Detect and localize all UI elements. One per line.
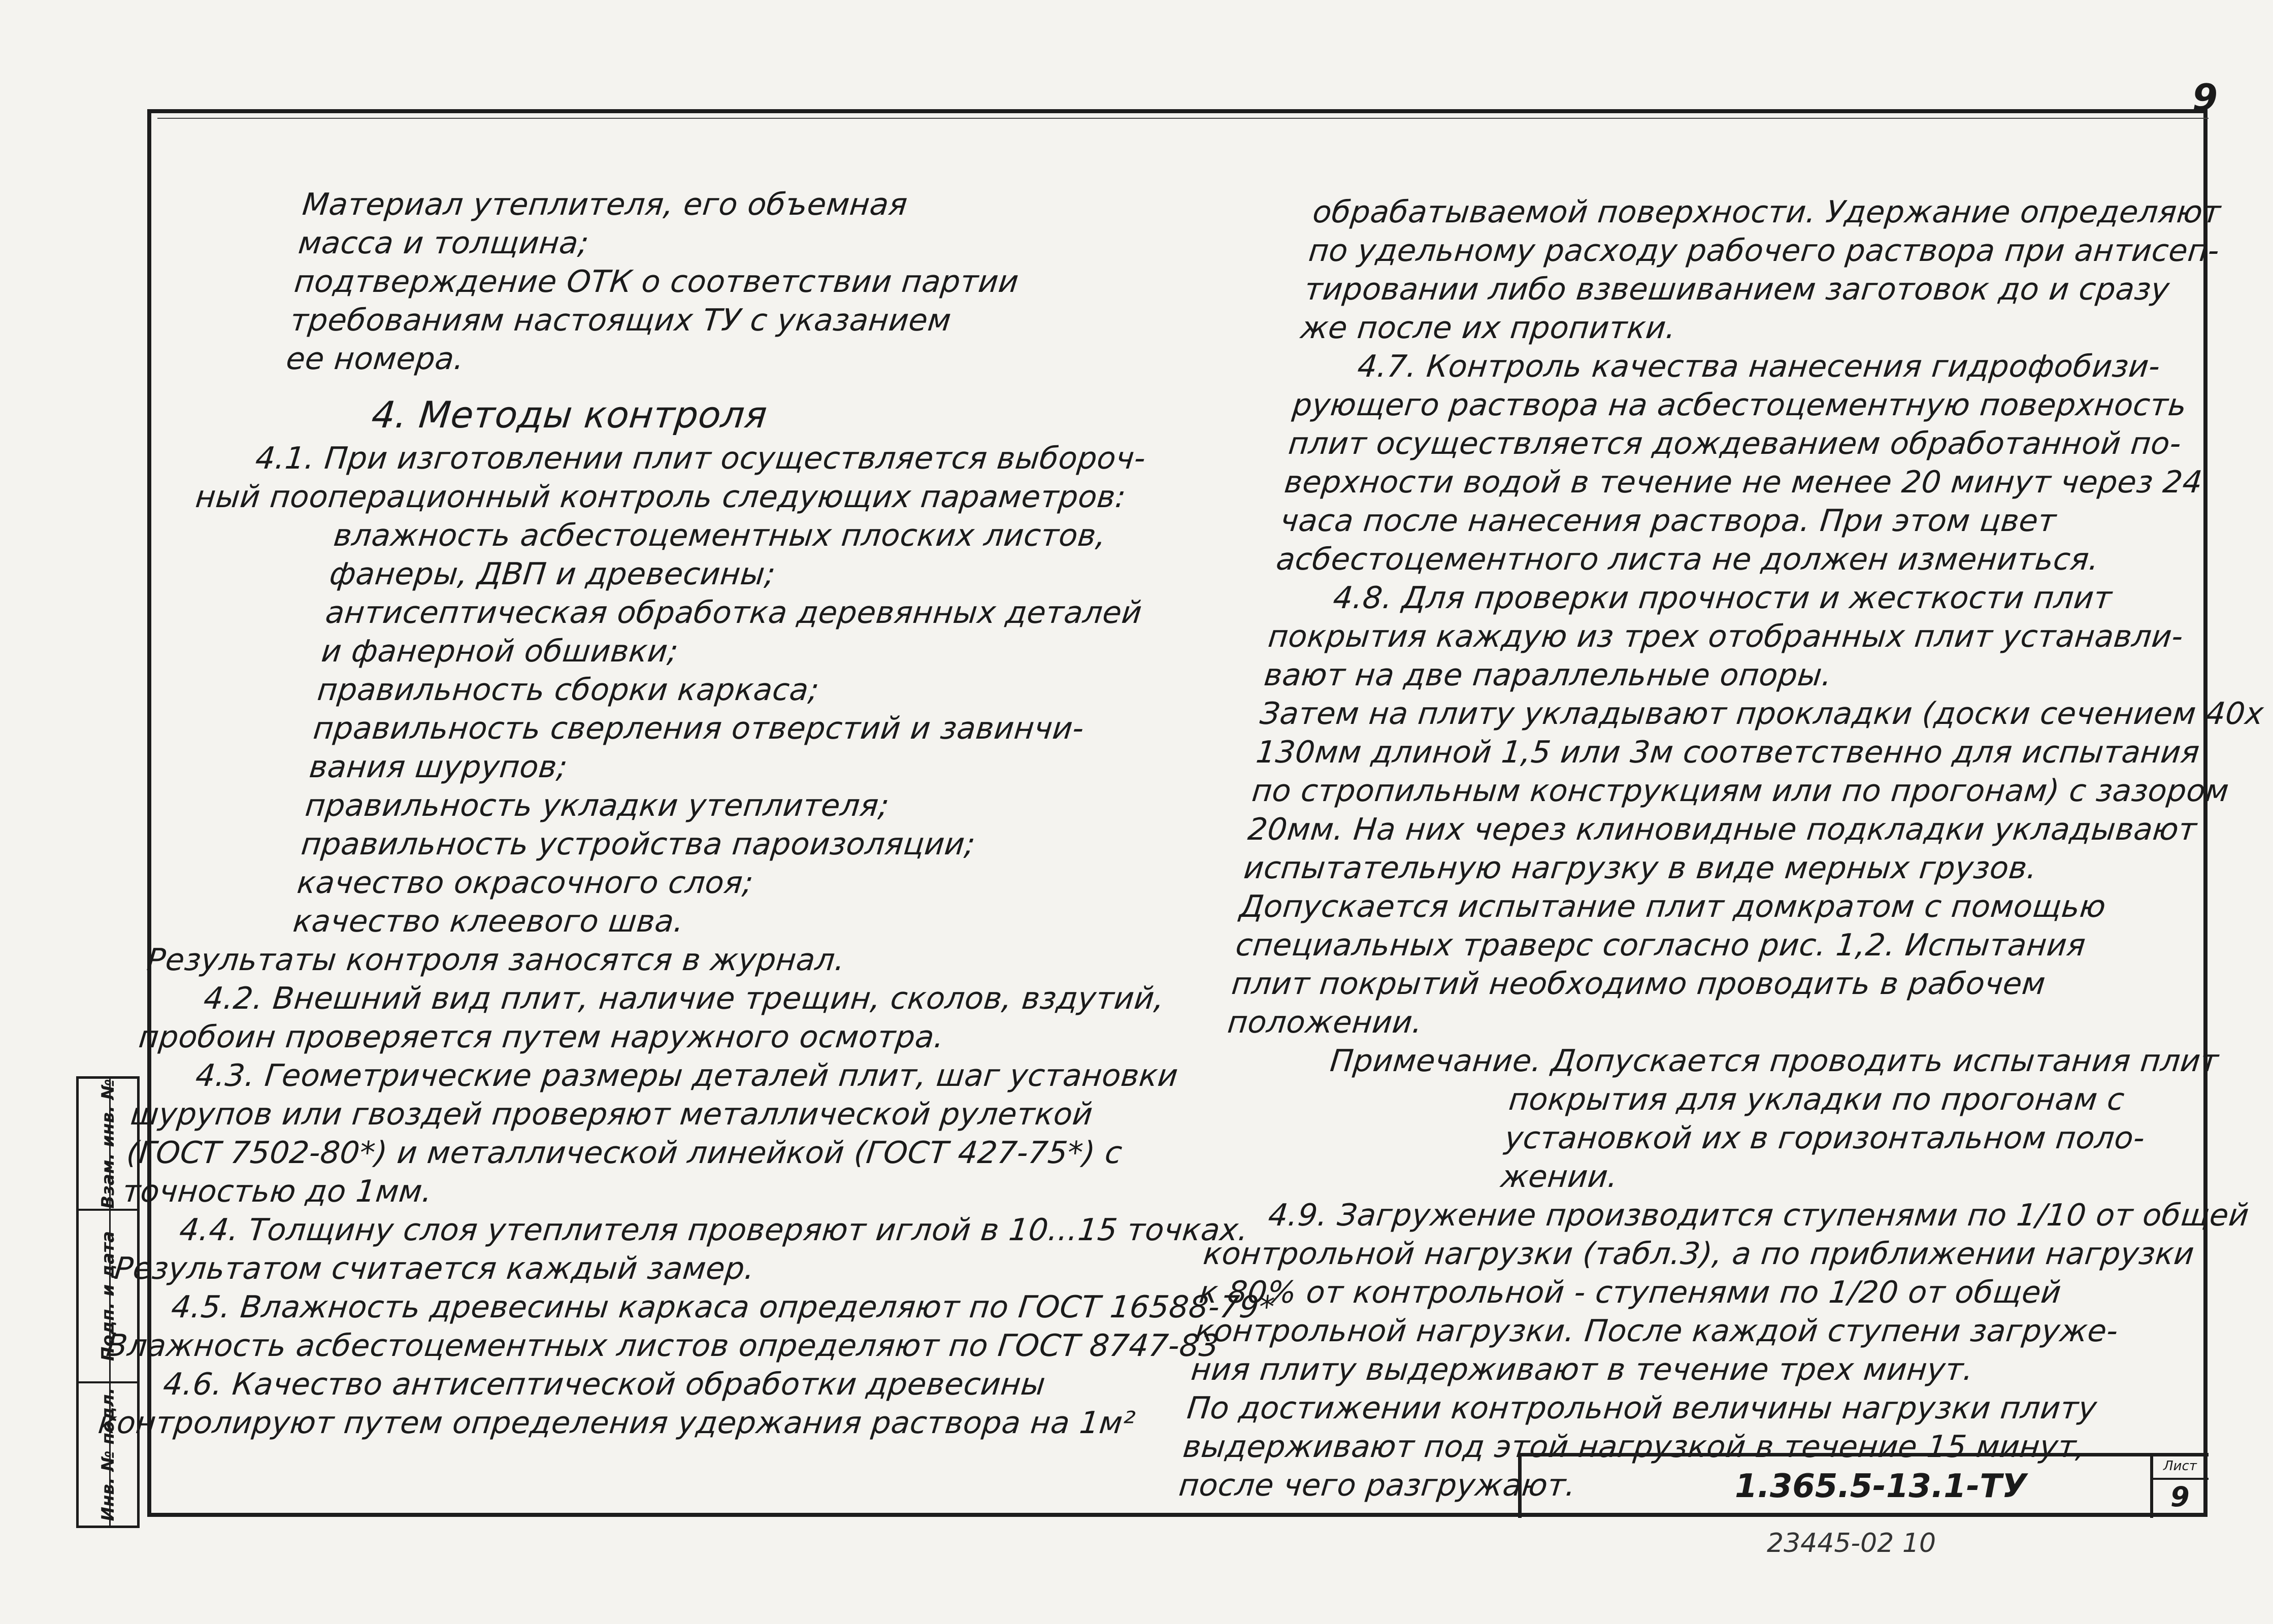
text-line: вания шурупов; <box>307 749 570 785</box>
text-line: качество окрасочного слоя; <box>295 865 755 901</box>
sheet-divider <box>2153 1478 2209 1480</box>
text-line: после чего разгружают. <box>1177 1468 1578 1503</box>
text-line: контрольной нагрузки. После каждой ступени загруже- <box>1193 1313 2120 1349</box>
text-line: вают на две параллельные опоры. <box>1262 657 1834 693</box>
text-line: правильность сверления отверстий и завинчи- <box>311 711 1086 746</box>
sidebar-stamp <box>76 1076 140 1528</box>
text-line: рующего раствора на асбестоцементную поверхность <box>1291 387 2189 423</box>
note-line: установкой их в горизонтальном поло- <box>1503 1120 2147 1156</box>
section-title: 4. Методы контроля <box>370 393 770 436</box>
text-line: специальных траверс согласно рис. 1,2. Испытания <box>1234 927 2088 963</box>
text-line: 4.3. Геометрические размеры деталей плит, шаг установки <box>193 1058 1180 1093</box>
sheet-box <box>2150 1456 2209 1518</box>
text-line: (ГОСТ 7502-80*) и металлической линейкой (ГОСТ 427-75*) с <box>124 1135 1124 1171</box>
text-line: по стропильным конструкциям или по прогонам) с зазором <box>1250 773 2231 809</box>
text-line: покрытия каждую из трех отобранных плит устанавли- <box>1266 619 2185 654</box>
text-line: Влажность асбестоцементных листов определяют по ГОСТ 8747-83 <box>105 1328 1221 1364</box>
note-line: покрытия для укладки по прогонам с <box>1507 1082 2126 1117</box>
text-line: плит покрытий необходимо проводить в рабочем <box>1230 966 2048 1002</box>
text-line: выдерживают под этой нагрузкой в течение 15 минут, <box>1181 1429 2088 1465</box>
text-line: 130мм длиной 1,5 или 3м соответственно для испытания <box>1254 735 2201 770</box>
text-line: Затем на плиту укладывают прокладки (доски сечением 40х <box>1258 696 2265 732</box>
text-line: влажность асбестоцементных плоских листов, <box>332 518 1108 553</box>
text-line: 20мм. На них через клиновидные подкладки укладывают <box>1246 812 2199 847</box>
text-line: и фанерной обшивки; <box>319 634 680 669</box>
note-line: жении. <box>1499 1159 1620 1195</box>
text-line: Материал утеплителя, его объемная <box>301 187 909 222</box>
sidebar-cell-label: Подп. и дата <box>97 1231 118 1362</box>
text-line: подтверждение ОТК о соответствии партии <box>292 264 1020 300</box>
text-line: ее номера. <box>284 341 466 377</box>
text-line: обрабатываемой поверхности. Удержание определяют <box>1311 194 2223 230</box>
text-line: ния плиту выдерживают в течение трех минут. <box>1189 1352 1975 1387</box>
text-line: пробоин проверяется путем наружного осмотра. <box>137 1019 946 1055</box>
text-line: 4.8. Для проверки прочности и жесткости плит <box>1331 580 2114 616</box>
text-line: к 80% от контрольной - ступенями по 1/20 от общей <box>1197 1275 2063 1310</box>
text-line: 4.6. Качество антисептической обработки древесины <box>161 1367 1047 1402</box>
sidebar-cell-label: Инв. № подл. <box>97 1387 118 1521</box>
text-line: 4.9. Загружение производится ступенями по 1/10 от общей <box>1266 1198 2251 1233</box>
text-line: 4.2. Внешний вид плит, наличие трещин, сколов, вздутий, <box>202 981 1166 1016</box>
right-column <box>1177 193 2265 1505</box>
text-line: тировании либо взвешиванием заготовок до и сразу <box>1303 272 2171 307</box>
sheet-number: 9 <box>2170 1481 2190 1513</box>
text-line: правильность укладки утеплителя; <box>303 788 891 823</box>
text-line: масса и толщина; <box>297 225 591 261</box>
text-line: качество клеевого шва. <box>291 904 686 939</box>
text-line: испытательную нагрузку в виде мерных грузов. <box>1242 850 2039 886</box>
left-column <box>96 185 1276 1442</box>
text-line: же после их пропитки. <box>1299 310 1678 346</box>
text-line: 4.4. Толщину слоя утеплителя проверяют иглой в 10...15 точках. <box>178 1212 1250 1248</box>
text-line: шурупов или гвоздей проверяют металлической рулеткой <box>128 1097 1095 1132</box>
text-line: асбестоцементного листа не должен измениться. <box>1274 542 2101 577</box>
text-line: положении. <box>1226 1005 1425 1040</box>
text-line: 4.5. Влажность древесины каркаса определяют по ГОСТ 16588-79* <box>170 1289 1276 1325</box>
text-line: по удельному расходу рабочего раствора при антисеп- <box>1307 233 2221 269</box>
text-line: антисептическая обработка деревянных деталей <box>323 595 1144 631</box>
text-line: плит осуществляется дождеванием обработанной по- <box>1287 426 2183 461</box>
text-line: точностью до 1мм. <box>121 1174 434 1209</box>
text-line: часа после нанесения раствора. При этом цвет <box>1278 503 2058 539</box>
sidebar-cell-label: Взам. инв. № <box>97 1079 118 1209</box>
text-line: Результаты контроля заносятся в журнал. <box>145 942 847 978</box>
text-line: верхности водой в течение не менее 20 минут через 24 <box>1282 465 2204 500</box>
text-line: ный пооперационный контроль следующих параметров: <box>193 479 1128 515</box>
text-line: Допускается испытание плит домкратом с помощью <box>1238 889 2108 924</box>
text-line: правильность устройства пароизоляции; <box>299 826 977 862</box>
frame-top-line <box>157 118 2209 119</box>
text-line: контролируют путем определения удержания раствора на 1м² <box>96 1405 1137 1441</box>
note-line: Примечание. Допускается проводить испытания плит <box>1328 1043 2221 1079</box>
page-number: 9 <box>2192 76 2218 119</box>
archive-code: 23445-02 10 <box>1767 1528 1936 1559</box>
text-line: требованиям настоящих ТУ с указанием <box>288 303 953 338</box>
sidebar-cell-inv <box>79 1383 137 1526</box>
text-line: фанеры, ДВП и древесины; <box>327 556 777 592</box>
text-line: Результатом считается каждый замер. <box>113 1251 756 1286</box>
sidebar-cell-sign <box>79 1211 137 1383</box>
text-line: 4.7. Контроль качества нанесения гидрофобизи- <box>1356 349 2162 384</box>
text-line: По достижении контрольной величины нагрузки плиту <box>1185 1390 2099 1426</box>
text-line: правильность сборки каркаса; <box>315 672 821 708</box>
title-stamp <box>1518 1453 2209 1518</box>
sheet-label: Лист <box>2163 1459 2197 1474</box>
sidebar-cell-swap <box>79 1079 137 1211</box>
text-line: 4.1. При изготовлении плит осуществляется выбороч- <box>253 441 1148 476</box>
sidebar-divider <box>109 1079 111 1526</box>
document-code: 1.365.5-13.1-ТУ <box>1735 1468 2027 1505</box>
text-line: контрольной нагрузки (табл.3), а по приближении нагрузки <box>1201 1236 2196 1272</box>
